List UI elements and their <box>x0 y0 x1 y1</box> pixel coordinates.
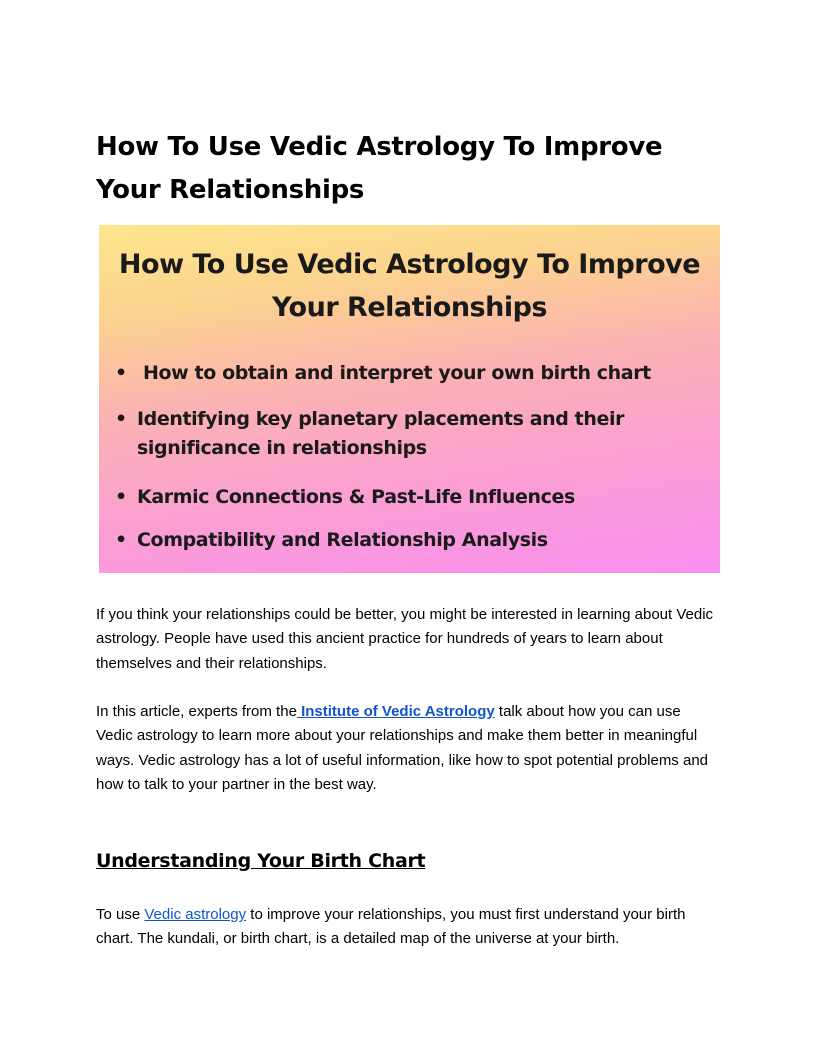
intro-paragraph: If you think your relationships could be better, you might be interested in learning about Vedic astrology. People have used this ancient practice for hundreds of years to learn about themselves and their relationships. <box>96 606 714 672</box>
banner-item-text: How to obtain and interpret your own birth chart <box>143 362 651 384</box>
banner-image <box>99 225 720 573</box>
paragraph-text: To use <box>96 906 145 923</box>
institute-link[interactable]: Institute of Vedic Astrology <box>296 703 495 720</box>
third-paragraph <box>96 903 720 952</box>
second-paragraph <box>96 700 720 797</box>
paragraph-text: talk about how you can use Vedic astrology to learn more about your relationships and make them better in meaningful ways. Vedic astrology has a lot of useful information, like how to spot potential problems and how to talk to your partner in the best way. <box>96 703 709 793</box>
section-heading: Understanding Your Birth Chart <box>96 850 426 872</box>
bullet-icon: • <box>115 486 127 508</box>
paragraph-text: to improve your relationships, you must first understand your birth chart. The kundali, or birth chart, is a detailed map of the universe at your birth. <box>96 906 686 948</box>
bullet-icon: • <box>115 362 127 384</box>
banner-list-item <box>115 526 705 555</box>
banner-item-text: Compatibility and Relationship Analysis <box>137 529 548 551</box>
banner-item-text: Karmic Connections & Past-Life Influences <box>137 486 575 508</box>
banner-list-item <box>115 359 705 388</box>
banner-list-item <box>115 483 705 512</box>
bullet-icon: • <box>115 529 127 551</box>
bullet-icon: • <box>115 408 127 430</box>
vedic-astrology-link[interactable]: Vedic astrology <box>144 906 247 923</box>
banner-list-item <box>115 405 705 463</box>
banner-item-text: Identifying key planetary placements and their significance in relationships <box>137 408 625 459</box>
page-title: How To Use Vedic Astrology To Improve Your Relationships <box>96 132 663 205</box>
banner-title: How To Use Vedic Astrology To Improve Your Relationships <box>118 249 701 323</box>
paragraph-text: In this article, experts from the <box>96 703 297 720</box>
